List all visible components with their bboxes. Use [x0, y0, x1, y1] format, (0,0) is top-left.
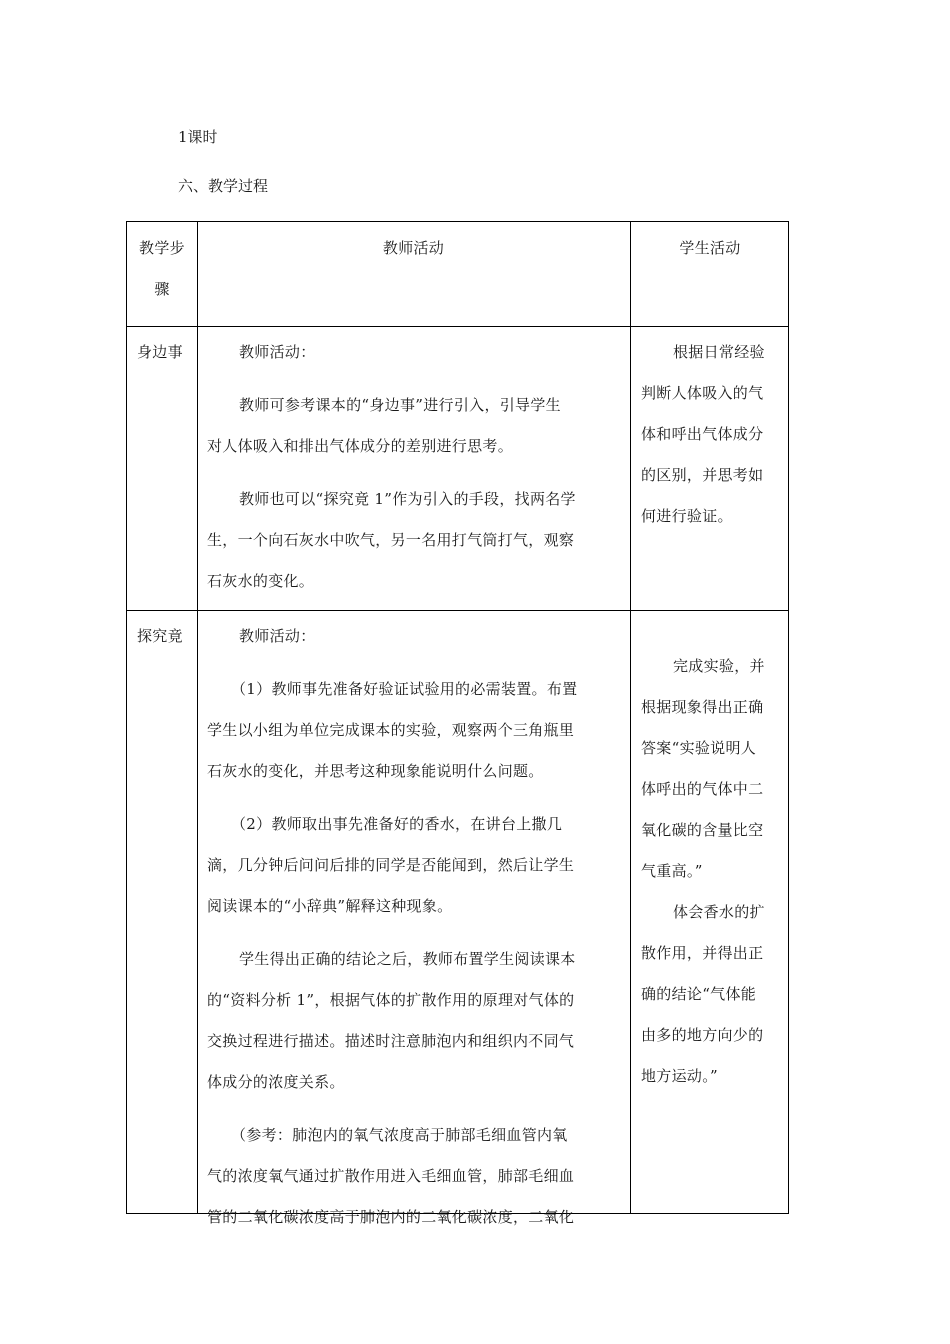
row1-student-text: 根据日常经验: [673, 343, 765, 361]
row2-teacher-text: （参考：肺泡内的氧气浓度高于肺部毛细血管内氧: [231, 1126, 568, 1144]
row2-student-text: 答案“实验说明人: [641, 739, 757, 757]
row2-student-text: 完成实验，并: [673, 657, 765, 675]
row2-student-text: 氧化碳的含量比空: [641, 821, 764, 839]
row1-student-text: 判断人体吸入的气: [641, 384, 764, 402]
row1-teacher-text: 教师也可以“探究竟 1”作为引入的手段，找两名学: [239, 490, 576, 508]
row2-teacher-label: 教师活动：: [239, 627, 316, 645]
row2-student-text: 体呼出的气体中二: [641, 780, 764, 798]
row2-teacher-text: 管的二氧化碳浓度高于肺泡内的二氧化碳浓度，二氧化: [207, 1208, 575, 1226]
row2-student-text: 确的结论“气体能: [641, 985, 757, 1003]
row2-student-text: 由多的地方向少的: [641, 1026, 764, 1044]
row2-teacher-text: （2）教师取出事先准备好的香水，在讲台上撒几: [231, 815, 563, 833]
section-title: 六、教学过程: [178, 177, 269, 195]
row1-teacher-text: 对人体吸入和排出气体成分的差别进行思考。: [207, 437, 514, 455]
row1-student-text: 体和呼出气体成分: [641, 425, 764, 443]
row2-teacher-text: 学生以小组为单位完成课本的实验，观察两个三角瓶里: [207, 721, 575, 739]
row1-step-cell: [137, 332, 197, 373]
header-student: 学生活动: [679, 239, 741, 257]
header-step-cell: [127, 228, 197, 310]
row2-teacher-text: 交换过程进行描述。描述时注意肺泡内和组织内不同气: [207, 1032, 575, 1050]
row1-teacher-text: 生，一个向石灰水中吹气，另一名用打气筒打气，观察: [207, 531, 575, 549]
header-teacher: 教师活动: [382, 239, 445, 257]
row2-teacher-text: （1）教师事先准备好验证试验用的必需装置。布置: [231, 680, 578, 698]
row2-student-text: 散作用，并得出正: [641, 944, 764, 962]
row2-step: 探究竟: [137, 627, 183, 645]
column-divider: [197, 222, 198, 1213]
row1-step: 身边事: [137, 343, 183, 361]
row1-teacher-text: 石灰水的变化。: [207, 572, 315, 590]
row2-step-cell: [137, 616, 197, 657]
column-divider: [630, 222, 631, 1213]
header-step-line2: 骤: [154, 280, 170, 298]
row1-student-text: 的区别，并思考如: [641, 466, 764, 484]
row1-teacher-text: 教师可参考课本的“身边事”进行引入，引导学生: [239, 396, 561, 414]
row2-student-text: 体会香水的扩: [673, 903, 765, 921]
row2-teacher-cell: [207, 616, 627, 1238]
row1-student-text: 何进行验证。: [641, 507, 733, 525]
header-student-cell: [630, 228, 790, 269]
row-divider: [127, 326, 788, 327]
row2-student-text: 根据现象得出正确: [641, 698, 764, 716]
header-teacher-cell: [197, 228, 630, 269]
row2-student-cell: [641, 646, 789, 1097]
row1-teacher-label: 教师活动：: [239, 343, 316, 361]
row2-teacher-text: 阅读课本的“小辞典”解释这种现象。: [207, 897, 453, 915]
row1-student-cell: [641, 332, 789, 537]
row2-student-text: 地方运动。”: [641, 1067, 718, 1085]
row2-teacher-text: 滴，几分钟后问问后排的同学是否能闻到，然后让学生: [207, 856, 575, 874]
row1-teacher-cell: [207, 332, 627, 602]
row-divider: [127, 610, 788, 611]
row2-student-text: 气重高。”: [641, 862, 703, 880]
header-step-line1: 教学步: [139, 239, 185, 257]
teaching-process-table: [126, 221, 789, 1226]
row2-teacher-text: 石灰水的变化，并思考这种现象能说明什么问题。: [207, 762, 544, 780]
row2-teacher-text: 气的浓度氧气通过扩散作用进入毛细血管，肺部毛细血: [207, 1167, 575, 1185]
row2-teacher-text: 体成分的浓度关系。: [207, 1073, 345, 1091]
duration-text: 1课时: [178, 128, 218, 146]
row2-teacher-text: 的“资料分析 1”，根据气体的扩散作用的原理对气体的: [207, 991, 575, 1009]
row2-teacher-text: 学生得出正确的结论之后，教师布置学生阅读课本: [239, 950, 576, 968]
